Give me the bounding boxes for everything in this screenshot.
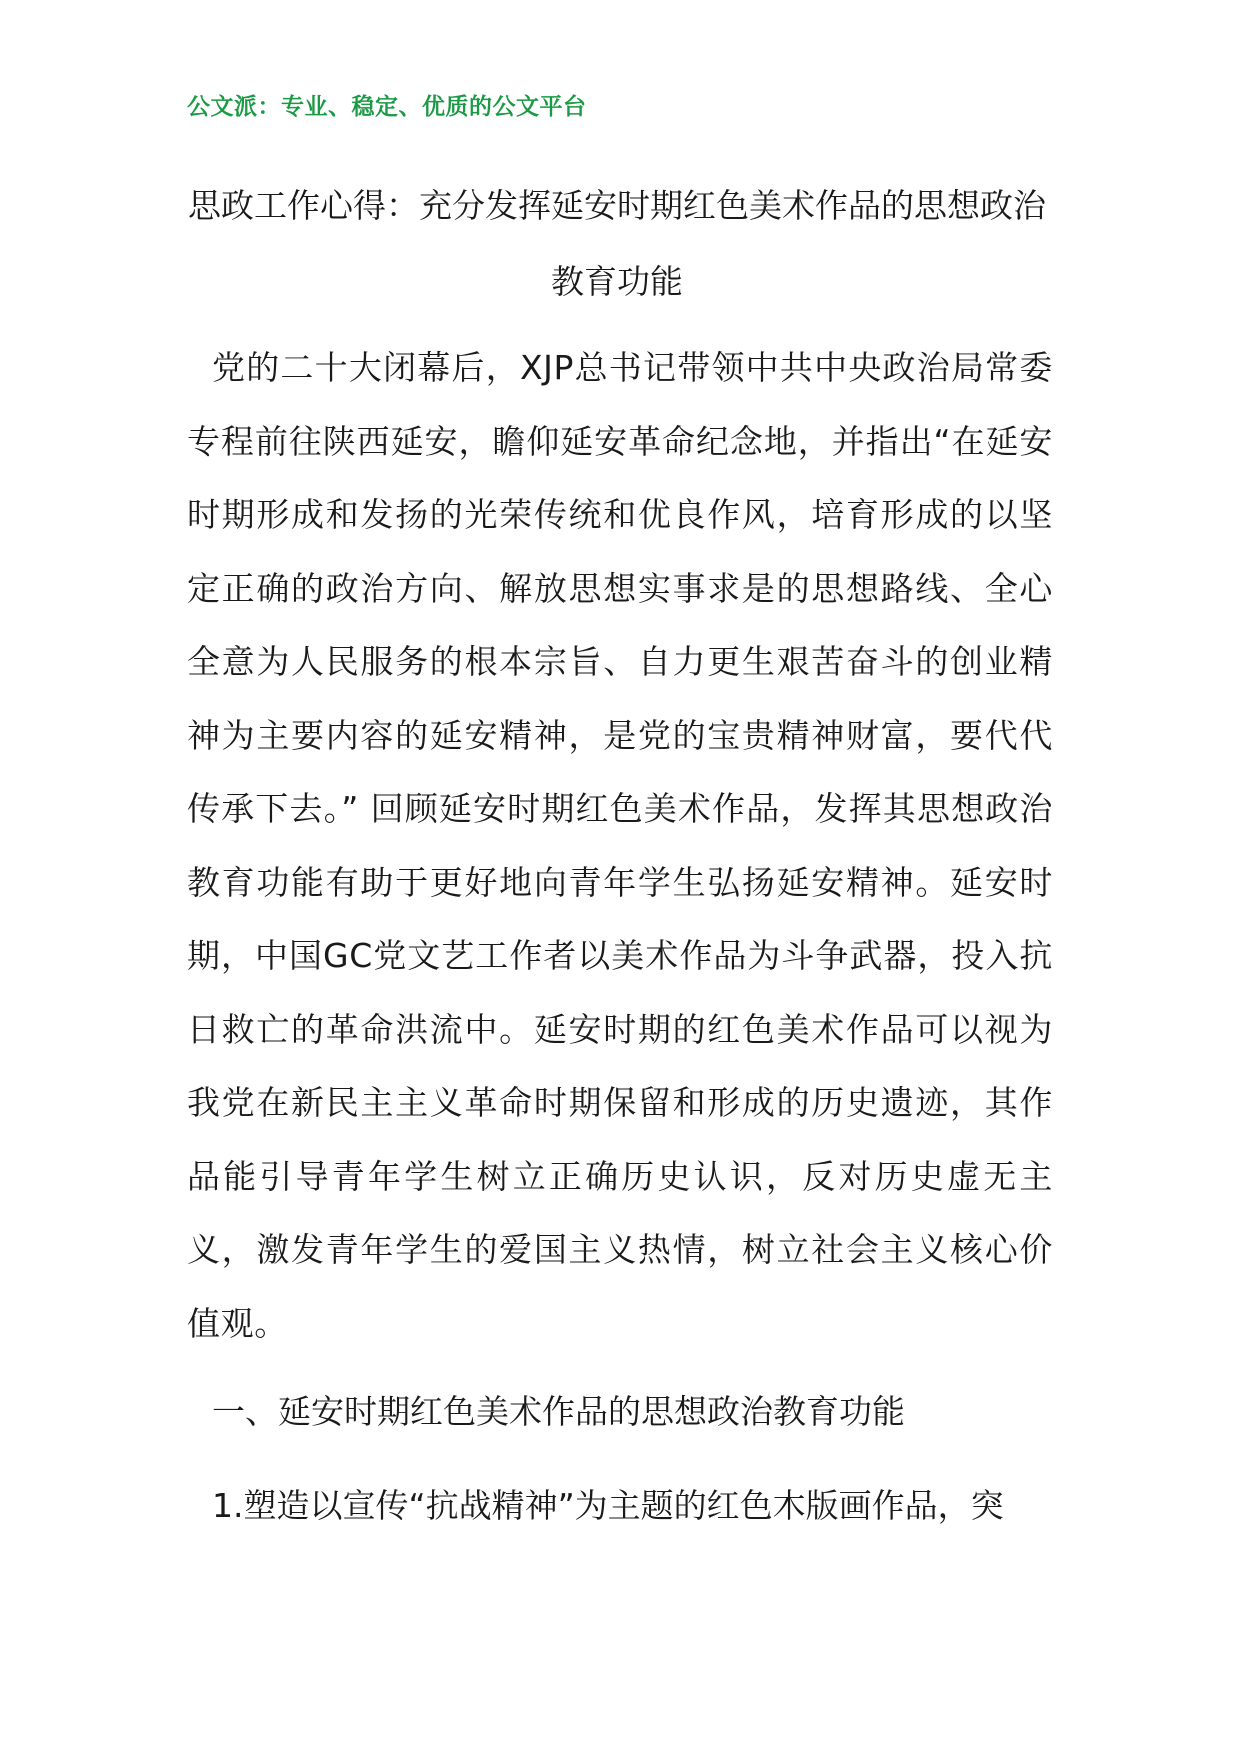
body-paragraph: 党的二十大闭幕后，XJP总书记带领中共中央政治局常委专程前往陕西延安，瞻仰延安革命纪念地，并指出“在延安时期形成和发扬的光荣传统和优良作风，培育形成的以坚定正确的政治方向、解放思想实事求是的思想路线、全心全意为人民服务的根本宗旨、自力更生艰苦奋斗的创业精神为主要内容的延安精神，是党的宝贵精神财富，要代代传承下去。” 回顾延安时期红色美术作品，发挥其思想政治教育功能有助于更好地向青年学生弘扬延安精神。延安时期，中国GC党文艺工作者以美术作品为斗争武器，投入抗日救亡的革命洪流中。延安时期的红色美术作品可以视为我党在新民主主义革命时期保留和形成的历史遗迹，其作品能引导青年学生树立正确历史认识，反对历史虚无主义，激发青年学生的爱国主义热情，树立社会主义核心价值观。: [187, 348, 1053, 1343]
section-heading: 一、延安时期红色美术作品的思想政治教育功能: [212, 1392, 905, 1431]
header-banner: 公文派：专业、稳定、优质的公文平台: [187, 94, 587, 120]
sub-item-text: 1.塑造以宣传“抗战精神”为主题的红色木版画作品，突: [212, 1486, 1004, 1525]
document-title: 思政工作心得：充分发挥延安时期红色美术作品的思想政治教育功能: [188, 186, 1046, 301]
